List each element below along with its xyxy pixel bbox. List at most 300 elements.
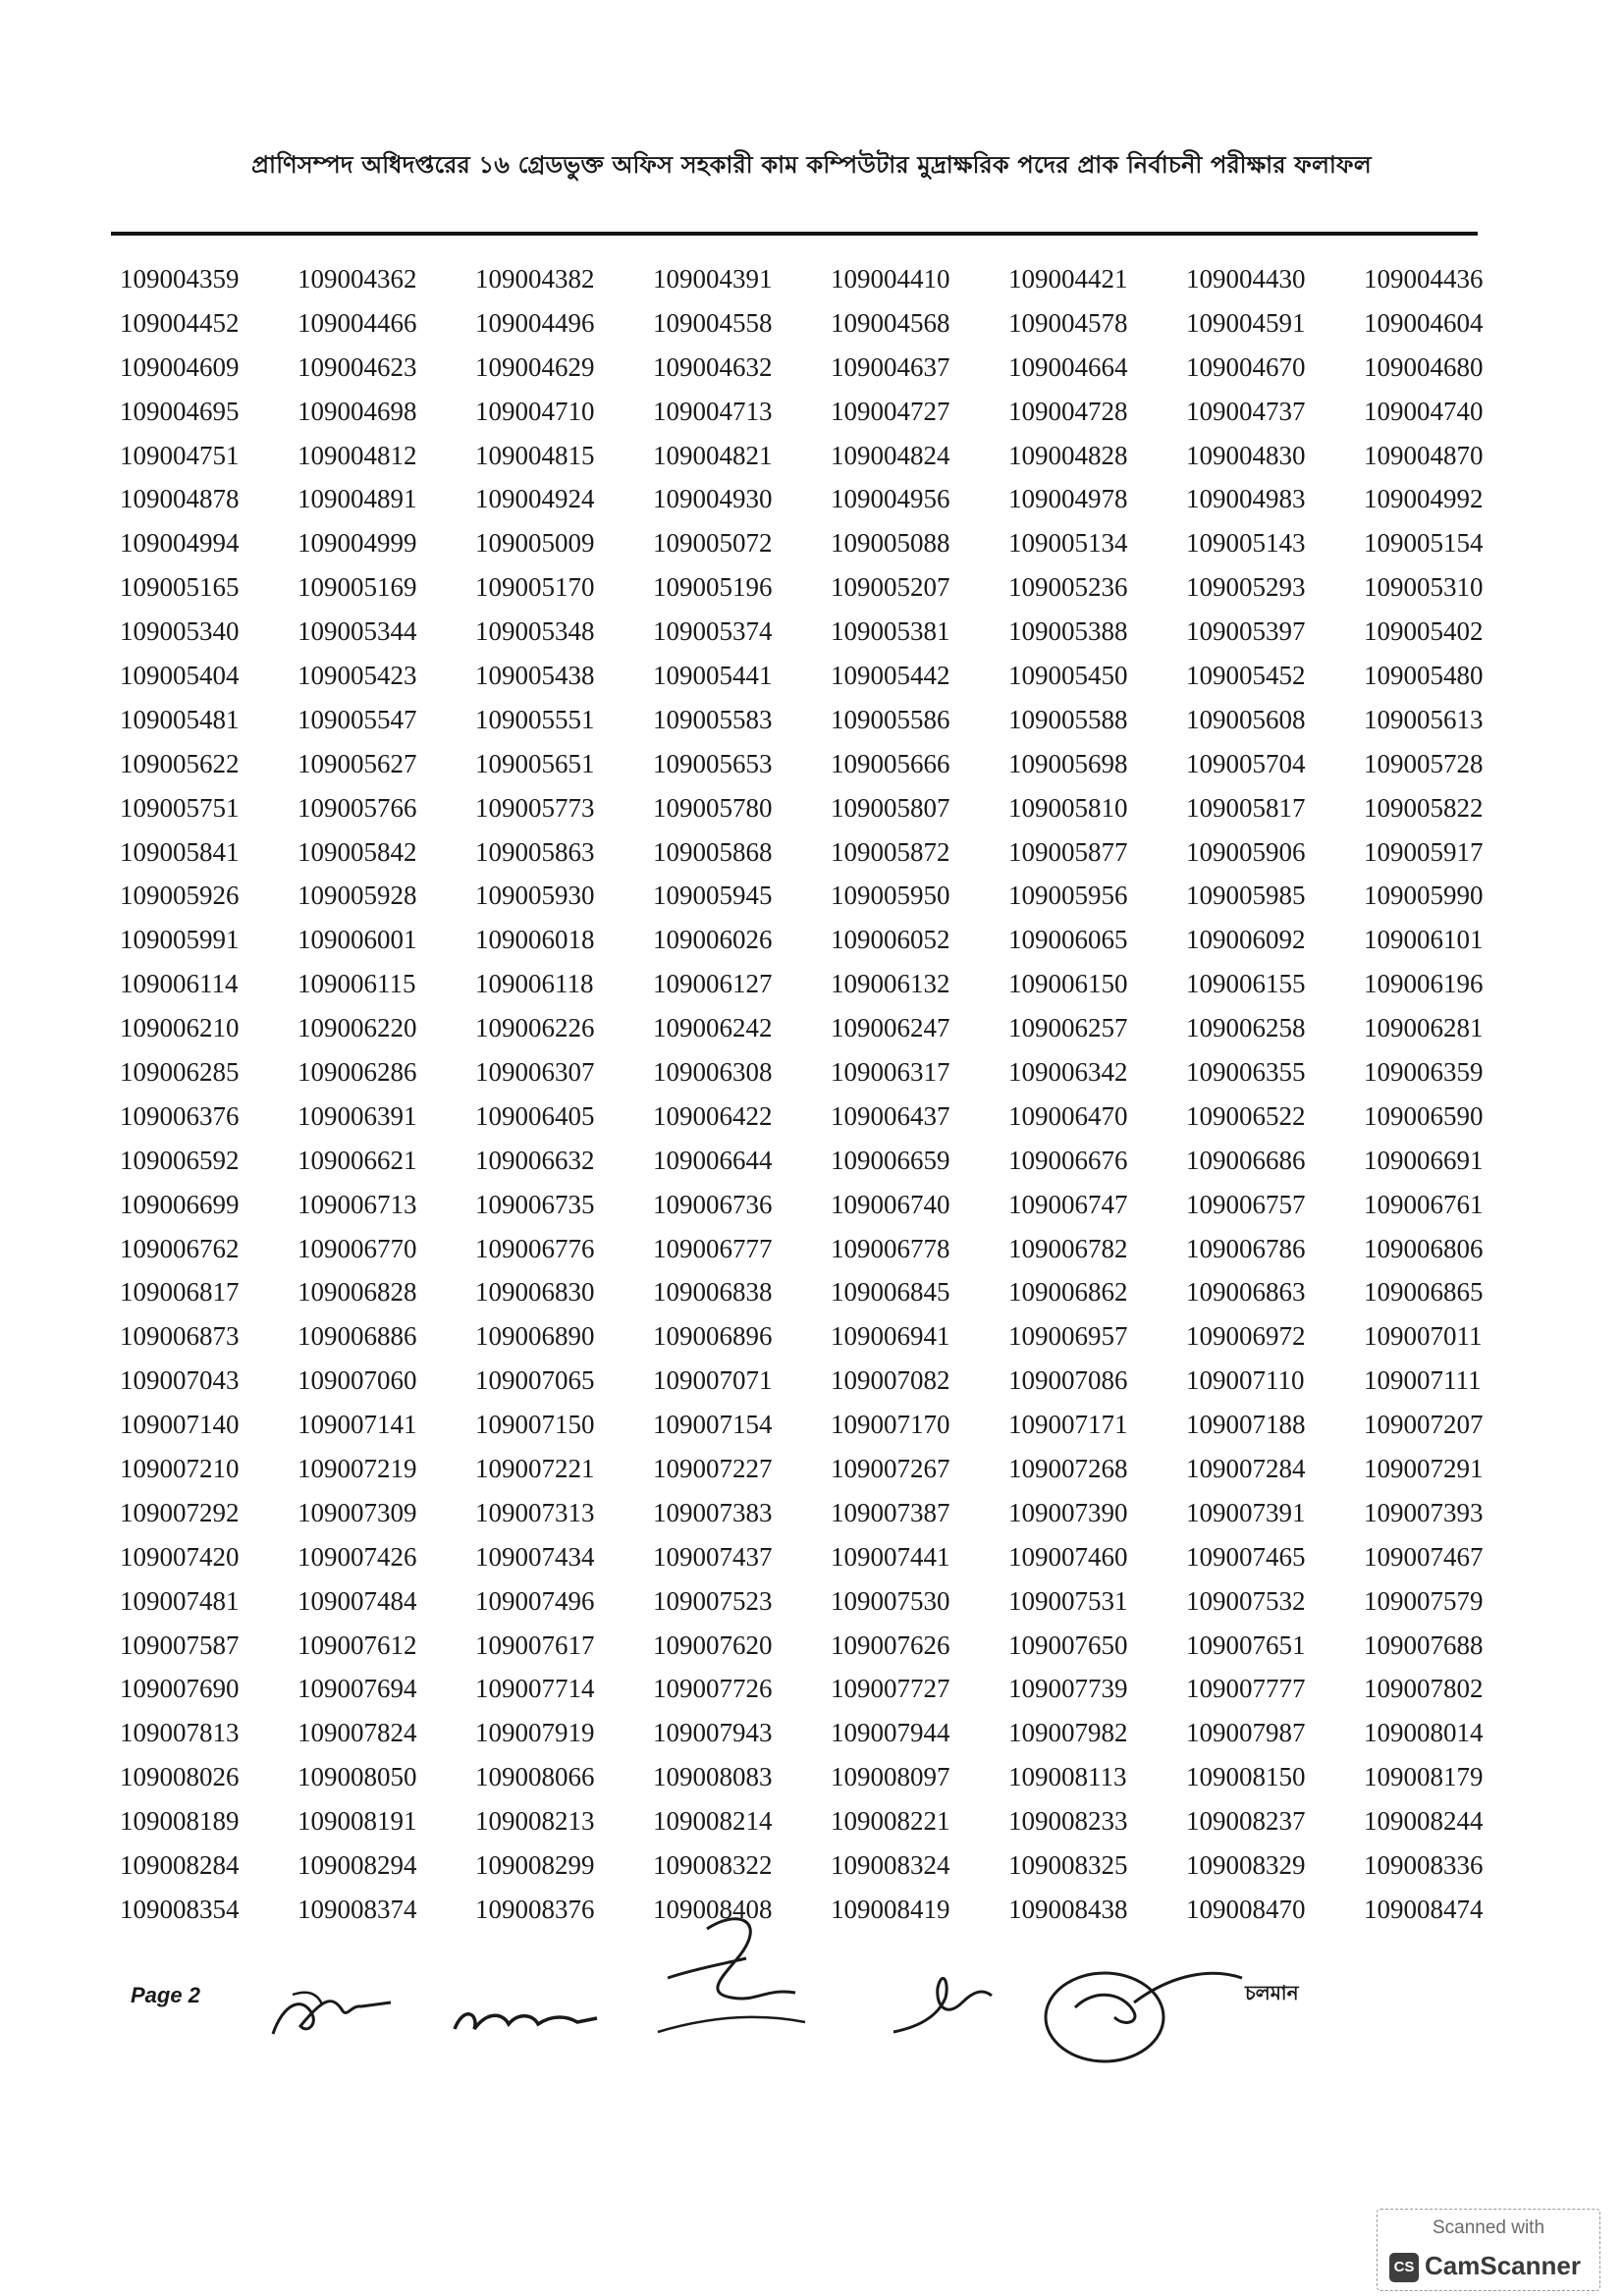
roll-number-cell: 109005547: [298, 704, 417, 734]
roll-number-cell: 109005340: [120, 616, 240, 647]
roll-number-cell: 109005293: [1186, 572, 1306, 603]
roll-number-cell: 109004695: [120, 396, 240, 426]
roll-number-cell: 109005773: [475, 792, 595, 823]
roll-number-cell: 109007390: [1008, 1497, 1128, 1527]
roll-number-cell: 109005698: [1008, 748, 1128, 778]
document-title: প্রাণিসম্পদ অধিদপ্তরের ১৬ গ্রেডভুক্ত অফিস সহকারী কাম কম্পিউটার মুদ্রাক্ষরিক পদের প্রাক নির্বাচনী পরীক্ষার ফলাফল: [251, 151, 1372, 179]
roll-number-cell: 109008221: [831, 1806, 950, 1837]
roll-number-cell: 109005906: [1186, 836, 1306, 867]
table-row: [120, 1314, 1494, 1359]
roll-number-cell: 109005588: [1008, 704, 1128, 734]
roll-number-cell: 109005950: [831, 881, 950, 911]
roll-number-cell: 109007011: [1364, 1321, 1483, 1352]
roll-number-cell: 109006114: [120, 969, 239, 999]
roll-number-cell: 109004830: [1186, 440, 1306, 470]
camscanner-logo-icon: CS: [1389, 2253, 1419, 2282]
roll-number-cell: 109007530: [831, 1585, 950, 1616]
roll-number-cell: 109007154: [653, 1410, 773, 1440]
signature-3: [648, 1899, 815, 2052]
roll-number-cell: 109006127: [653, 969, 773, 999]
roll-number-cell: 109004466: [298, 307, 417, 338]
roll-number-cell: 109004623: [298, 351, 417, 382]
roll-number-cell: 109006257: [1008, 1013, 1128, 1043]
roll-number-cell: 109005991: [120, 925, 240, 955]
roll-number-cell: 109005613: [1364, 704, 1484, 734]
table-row: [120, 1270, 1494, 1314]
roll-number-cell: 109005842: [298, 836, 417, 867]
roll-number-cell: 109006317: [831, 1056, 950, 1087]
roll-number-cell: 109007210: [120, 1453, 240, 1483]
table-row: [120, 1095, 1494, 1139]
roll-number-cell: 109005381: [831, 616, 950, 647]
roll-number-cell: 109006210: [120, 1013, 240, 1043]
roll-number-cell: 109005404: [120, 660, 240, 690]
roll-number-cell: 109006865: [1364, 1277, 1484, 1308]
table-row: [120, 1006, 1494, 1050]
table-row: [120, 1359, 1494, 1403]
roll-number-cell: 109006115: [298, 969, 416, 999]
roll-number-cell: 109004637: [831, 351, 950, 382]
roll-number-cell: 109005583: [653, 704, 773, 734]
roll-number-cell: 109006470: [1008, 1100, 1128, 1131]
roll-number-cell: 109006941: [831, 1321, 950, 1352]
table-row: [120, 1183, 1494, 1227]
roll-number-cell: 109007824: [298, 1718, 417, 1748]
roll-number-cell: 109006026: [653, 925, 773, 955]
roll-number-cell: 109006778: [831, 1233, 950, 1263]
table-row: [120, 610, 1494, 654]
signature-1: [263, 1965, 401, 2054]
roll-number-cell: 109007943: [653, 1718, 773, 1748]
roll-number-cell: 109007587: [120, 1629, 240, 1660]
roll-number-cell: 109008419: [831, 1894, 950, 1924]
roll-number-cell: 109005917: [1364, 836, 1484, 867]
roll-number-cell: 109005728: [1364, 748, 1484, 778]
roll-number-cell: 109007813: [120, 1718, 240, 1748]
roll-number-cell: 109004568: [831, 307, 950, 338]
roll-number-cell: 109006405: [475, 1100, 595, 1131]
roll-number-cell: 109006281: [1364, 1013, 1484, 1043]
roll-number-cell: 109006777: [653, 1233, 773, 1263]
roll-number-cell: 109005651: [475, 748, 595, 778]
roll-number-cell: 109008438: [1008, 1894, 1128, 1924]
roll-number-cell: 109007944: [831, 1718, 950, 1748]
roll-number-cell: 109006736: [653, 1189, 773, 1219]
roll-number-cell: 109005945: [653, 881, 773, 911]
roll-number-cell: 109006862: [1008, 1277, 1128, 1308]
roll-number-cell: 109004680: [1364, 351, 1484, 382]
roll-number-cell: 109007441: [831, 1541, 950, 1572]
roll-number-cell: 109008408: [653, 1894, 773, 1924]
roll-number-cell: 109007531: [1008, 1585, 1128, 1616]
table-row: [120, 1139, 1494, 1183]
roll-number-cell: 109005586: [831, 704, 950, 734]
roll-number-cell: 109007313: [475, 1497, 595, 1527]
roll-number-cell: 109005480: [1364, 660, 1484, 690]
roll-number-cell: 109004609: [120, 351, 240, 382]
roll-number-cell: 109006247: [831, 1013, 950, 1043]
roll-number-cell: 109007082: [831, 1365, 950, 1396]
table-row: [120, 1447, 1494, 1491]
roll-number-cell: 109008050: [298, 1762, 417, 1792]
roll-number-cell: 109007484: [298, 1585, 417, 1616]
roll-number-cell: 109005442: [831, 660, 950, 690]
roll-number-cell: 109007170: [831, 1410, 950, 1440]
roll-number-cell: 109007460: [1008, 1541, 1128, 1572]
roll-number-cell: 109007221: [475, 1453, 595, 1483]
table-row: [120, 1843, 1494, 1888]
table-row: [120, 1711, 1494, 1755]
table-row: [120, 962, 1494, 1006]
roll-number-cell: 109005348: [475, 616, 595, 647]
roll-number-cell: 109005072: [653, 528, 773, 559]
table-row: [120, 390, 1494, 434]
roll-number-cell: 109004558: [653, 307, 773, 338]
roll-number-cell: 109004436: [1364, 263, 1484, 294]
roll-number-cell: 109008294: [298, 1850, 417, 1880]
roll-number-cell: 109008213: [475, 1806, 595, 1837]
roll-number-cell: 109007387: [831, 1497, 950, 1527]
signature-note: চলমান: [1245, 1981, 1299, 2004]
roll-number-cell: 109004824: [831, 440, 950, 470]
roll-number-cell: 109004870: [1364, 440, 1484, 470]
roll-number-cell: 109007481: [120, 1585, 240, 1616]
roll-number-cell: 109006258: [1186, 1013, 1306, 1043]
table-row: [120, 434, 1494, 478]
roll-number-cell: 109006391: [298, 1100, 417, 1131]
roll-number-cell: 109004930: [653, 484, 773, 514]
camscanner-watermark: [1377, 2209, 1600, 2291]
roll-number-cell: 109006286: [298, 1056, 417, 1087]
roll-number-cell: 109006342: [1008, 1056, 1128, 1087]
roll-number-cell: 109007420: [120, 1541, 240, 1572]
roll-number-cell: 109005985: [1186, 881, 1306, 911]
roll-number-cell: 109006713: [298, 1189, 417, 1219]
roll-number-cell: 109006001: [298, 925, 417, 955]
roll-number-cell: 109005810: [1008, 792, 1128, 823]
roll-number-cell: 109006890: [475, 1321, 595, 1352]
roll-number-cell: 109007309: [298, 1497, 417, 1527]
roll-number-cell: 109007739: [1008, 1674, 1128, 1704]
roll-number-cell: 109006196: [1364, 969, 1484, 999]
roll-number-cell: 109005704: [1186, 748, 1306, 778]
roll-number-cell: 109005134: [1008, 528, 1128, 559]
roll-number-cell: 109004924: [475, 484, 595, 514]
roll-number-cell: 109007620: [653, 1629, 773, 1660]
roll-number-cell: 109005751: [120, 792, 240, 823]
roll-number-cell: 109004878: [120, 484, 240, 514]
roll-number-cell: 109006830: [475, 1277, 595, 1308]
roll-number-cell: 109006308: [653, 1056, 773, 1087]
roll-number-cell: 109007688: [1364, 1629, 1484, 1660]
roll-number-cell: 109006437: [831, 1100, 950, 1131]
roll-number-cell: 109004359: [120, 263, 240, 294]
roll-number-cell: 109005653: [653, 748, 773, 778]
roll-number-cell: 109006761: [1364, 1189, 1484, 1219]
roll-number-cell: 109006806: [1364, 1233, 1484, 1263]
roll-number-cell: 109006150: [1008, 969, 1128, 999]
roll-number-cell: 109007987: [1186, 1718, 1306, 1748]
roll-number-cell: 109008336: [1364, 1850, 1484, 1880]
roll-number-cell: 109007268: [1008, 1453, 1128, 1483]
roll-number-cell: 109006155: [1186, 969, 1306, 999]
table-row: [120, 874, 1494, 918]
roll-number-cell: 109005207: [831, 572, 950, 603]
roll-number-cell: 109005009: [475, 528, 595, 559]
roll-number-cell: 109006762: [120, 1233, 240, 1263]
roll-number-cell: 109005807: [831, 792, 950, 823]
table-row: [120, 1227, 1494, 1271]
roll-number-cell: 109005822: [1364, 792, 1484, 823]
roll-number-cell: 109005154: [1364, 528, 1484, 559]
roll-number-cell: 109005402: [1364, 616, 1484, 647]
roll-number-cell: 109008299: [475, 1850, 595, 1880]
roll-number-cell: 109005627: [298, 748, 417, 778]
roll-number-cell: 109004670: [1186, 351, 1306, 382]
roll-number-cell: 109005868: [653, 836, 773, 867]
roll-number-cell: 109004983: [1186, 484, 1306, 514]
roll-number-cell: 109004992: [1364, 484, 1484, 514]
roll-number-cell: 109004382: [475, 263, 595, 294]
roll-number-cell: 109004812: [298, 440, 417, 470]
roll-number-cell: 109007188: [1186, 1410, 1306, 1440]
roll-number-cell: 109007434: [475, 1541, 595, 1572]
roll-number-cell: 109007383: [653, 1497, 773, 1527]
roll-number-cell: 109004604: [1364, 307, 1484, 338]
roll-number-cell: 109004999: [298, 528, 417, 559]
roll-number-cell: 109007393: [1364, 1497, 1484, 1527]
roll-number-cell: 109007141: [298, 1410, 417, 1440]
roll-number-cell: 109007727: [831, 1674, 950, 1704]
roll-number-cell: 109004740: [1364, 396, 1484, 426]
roll-number-cell: 109008376: [475, 1894, 595, 1924]
roll-number-cell: 109006786: [1186, 1233, 1306, 1263]
table-row: [120, 1050, 1494, 1095]
roll-number-cell: 109005397: [1186, 616, 1306, 647]
roll-number-cell: 109008474: [1364, 1894, 1484, 1924]
roll-number-cell: 109004496: [475, 307, 595, 338]
table-row: [120, 1579, 1494, 1624]
roll-number-cell: 109006740: [831, 1189, 950, 1219]
roll-number-cell: 109007207: [1364, 1410, 1484, 1440]
roll-number-cell: 109008324: [831, 1850, 950, 1880]
roll-number-cell: 109004751: [120, 440, 240, 470]
roll-number-cell: 109005877: [1008, 836, 1128, 867]
signature-5: [1036, 1953, 1247, 2076]
roll-number-cell: 109007532: [1186, 1585, 1306, 1616]
roll-number-cell: 109005143: [1186, 528, 1306, 559]
roll-number-table: [120, 257, 1494, 1932]
roll-number-cell: 109006220: [298, 1013, 417, 1043]
table-row: [120, 830, 1494, 875]
roll-number-cell: 109005165: [120, 572, 240, 603]
roll-number-cell: 109007060: [298, 1365, 417, 1396]
roll-number-cell: 109008189: [120, 1806, 240, 1837]
roll-number-cell: 109007140: [120, 1410, 240, 1440]
roll-number-cell: 109007291: [1364, 1453, 1484, 1483]
roll-number-cell: 109007496: [475, 1585, 595, 1616]
roll-number-cell: 109005169: [298, 572, 417, 603]
roll-number-cell: 109004430: [1186, 263, 1306, 294]
roll-number-cell: 109006590: [1364, 1100, 1484, 1131]
page-number: Page 2: [131, 1983, 200, 2007]
roll-number-cell: 109007437: [653, 1541, 773, 1572]
roll-number-cell: 109008179: [1364, 1762, 1484, 1792]
roll-number-cell: 109006896: [653, 1321, 773, 1352]
roll-number-cell: 109007982: [1008, 1718, 1128, 1748]
roll-number-cell: 109006676: [1008, 1145, 1128, 1175]
roll-number-cell: 109005236: [1008, 572, 1128, 603]
roll-number-cell: 109007150: [475, 1410, 595, 1440]
roll-number-cell: 109005388: [1008, 616, 1128, 647]
table-row: [120, 301, 1494, 346]
table-row: [120, 521, 1494, 565]
roll-number-cell: 109004713: [653, 396, 773, 426]
table-row: [120, 1624, 1494, 1668]
roll-number-cell: 109004591: [1186, 307, 1306, 338]
roll-number-cell: 109006691: [1364, 1145, 1484, 1175]
roll-number-cell: 109004727: [831, 396, 950, 426]
roll-number-cell: 109004410: [831, 263, 950, 294]
roll-number-cell: 109005374: [653, 616, 773, 647]
roll-number-cell: 109008066: [475, 1762, 595, 1792]
roll-number-cell: 109004421: [1008, 263, 1128, 294]
roll-number-cell: 109007219: [298, 1453, 417, 1483]
roll-number-cell: 109005926: [120, 881, 240, 911]
roll-number-cell: 109006957: [1008, 1321, 1128, 1352]
roll-number-cell: 109007617: [475, 1629, 595, 1660]
roll-number-cell: 109006101: [1364, 925, 1484, 955]
table-row: [120, 654, 1494, 698]
roll-number-cell: 109006307: [475, 1056, 595, 1087]
roll-number-cell: 109006972: [1186, 1321, 1306, 1352]
roll-number-cell: 109006828: [298, 1277, 417, 1308]
roll-number-cell: 109004891: [298, 484, 417, 514]
roll-number-cell: 109008354: [120, 1894, 240, 1924]
roll-number-cell: 109006018: [475, 925, 595, 955]
roll-number-cell: 109004994: [120, 528, 240, 559]
roll-number-cell: 109004956: [831, 484, 950, 514]
table-row: [120, 1799, 1494, 1843]
roll-number-cell: 109007579: [1364, 1585, 1484, 1616]
roll-number-cell: 109006118: [475, 969, 594, 999]
roll-number-cell: 109007523: [653, 1585, 773, 1616]
roll-number-cell: 109006359: [1364, 1056, 1484, 1087]
roll-number-cell: 109007284: [1186, 1453, 1306, 1483]
roll-number-cell: 109007111: [1364, 1365, 1482, 1396]
roll-number-cell: 109006863: [1186, 1277, 1306, 1308]
roll-number-cell: 109004698: [298, 396, 417, 426]
roll-number-cell: 109007465: [1186, 1541, 1306, 1572]
roll-number-cell: 109004362: [298, 263, 417, 294]
roll-number-cell: 109005551: [475, 704, 595, 734]
roll-number-cell: 109005608: [1186, 704, 1306, 734]
roll-number-cell: 109004710: [475, 396, 595, 426]
table-row: [120, 1535, 1494, 1579]
roll-number-cell: 109005438: [475, 660, 595, 690]
roll-number-cell: 109007612: [298, 1629, 417, 1660]
roll-number-cell: 109004664: [1008, 351, 1128, 382]
roll-number-cell: 109005452: [1186, 660, 1306, 690]
roll-number-cell: 109008214: [653, 1806, 773, 1837]
table-row: [120, 742, 1494, 786]
roll-number-cell: 109006886: [298, 1321, 417, 1352]
table-row: [120, 1668, 1494, 1712]
roll-number-cell: 109005666: [831, 748, 950, 778]
roll-number-cell: 109007726: [653, 1674, 773, 1704]
roll-number-cell: 109006757: [1186, 1189, 1306, 1219]
table-row: [120, 698, 1494, 742]
watermark-brand: CamScanner: [1425, 2251, 1581, 2280]
roll-number-cell: 109007650: [1008, 1629, 1128, 1660]
roll-number-cell: 109007651: [1186, 1629, 1306, 1660]
roll-number-cell: 109008470: [1186, 1894, 1306, 1924]
roll-number-cell: 109008284: [120, 1850, 240, 1880]
roll-number-cell: 109005622: [120, 748, 240, 778]
roll-number-cell: 109007065: [475, 1365, 595, 1396]
signature-2: [450, 1985, 607, 2054]
roll-number-cell: 109008097: [831, 1762, 950, 1792]
roll-number-cell: 109006592: [120, 1145, 240, 1175]
roll-number-cell: 109007227: [653, 1453, 773, 1483]
roll-number-cell: 109006686: [1186, 1145, 1306, 1175]
roll-number-cell: 109006355: [1186, 1056, 1306, 1087]
title-divider: [111, 232, 1478, 236]
roll-number-cell: 109005928: [298, 881, 417, 911]
table-row: [120, 1755, 1494, 1799]
roll-number-cell: 109007171: [1008, 1410, 1128, 1440]
roll-number-cell: 109006226: [475, 1013, 595, 1043]
roll-number-cell: 109008325: [1008, 1850, 1128, 1880]
roll-number-cell: 109006052: [831, 925, 950, 955]
roll-number-cell: 109006776: [475, 1233, 595, 1263]
roll-number-cell: 109006782: [1008, 1233, 1128, 1263]
roll-number-cell: 109004452: [120, 307, 240, 338]
roll-number-cell: 109005423: [298, 660, 417, 690]
roll-number-cell: 109006770: [298, 1233, 417, 1263]
roll-number-cell: 109004578: [1008, 307, 1128, 338]
roll-number-cell: 109005196: [653, 572, 773, 603]
roll-number-cell: 109004632: [653, 351, 773, 382]
roll-number-cell: 109007267: [831, 1453, 950, 1483]
roll-number-cell: 109005088: [831, 528, 950, 559]
roll-number-cell: 109007777: [1186, 1674, 1306, 1704]
roll-number-cell: 109006644: [653, 1145, 773, 1175]
roll-number-cell: 109004815: [475, 440, 595, 470]
roll-number-cell: 109006632: [475, 1145, 595, 1175]
roll-number-cell: 109007467: [1364, 1541, 1484, 1572]
roll-number-cell: 109004629: [475, 351, 595, 382]
roll-number-cell: 109004828: [1008, 440, 1128, 470]
roll-number-cell: 109004821: [653, 440, 773, 470]
roll-number-cell: 109006242: [653, 1013, 773, 1043]
roll-number-cell: 109005841: [120, 836, 240, 867]
roll-number-cell: 109008233: [1008, 1806, 1128, 1837]
roll-number-cell: 109006845: [831, 1277, 950, 1308]
roll-number-cell: 109006285: [120, 1056, 240, 1087]
roll-number-cell: 109006747: [1008, 1189, 1128, 1219]
roll-number-cell: 109005780: [653, 792, 773, 823]
roll-number-cell: 109008026: [120, 1762, 240, 1792]
table-row: [120, 565, 1494, 610]
roll-number-cell: 109005863: [475, 836, 595, 867]
roll-number-cell: 109008083: [653, 1762, 773, 1792]
roll-number-cell: 109004737: [1186, 396, 1306, 426]
roll-number-cell: 109006838: [653, 1277, 773, 1308]
roll-number-cell: 109007086: [1008, 1365, 1128, 1396]
roll-number-cell: 109005441: [653, 660, 773, 690]
roll-number-cell: 109005990: [1364, 881, 1484, 911]
